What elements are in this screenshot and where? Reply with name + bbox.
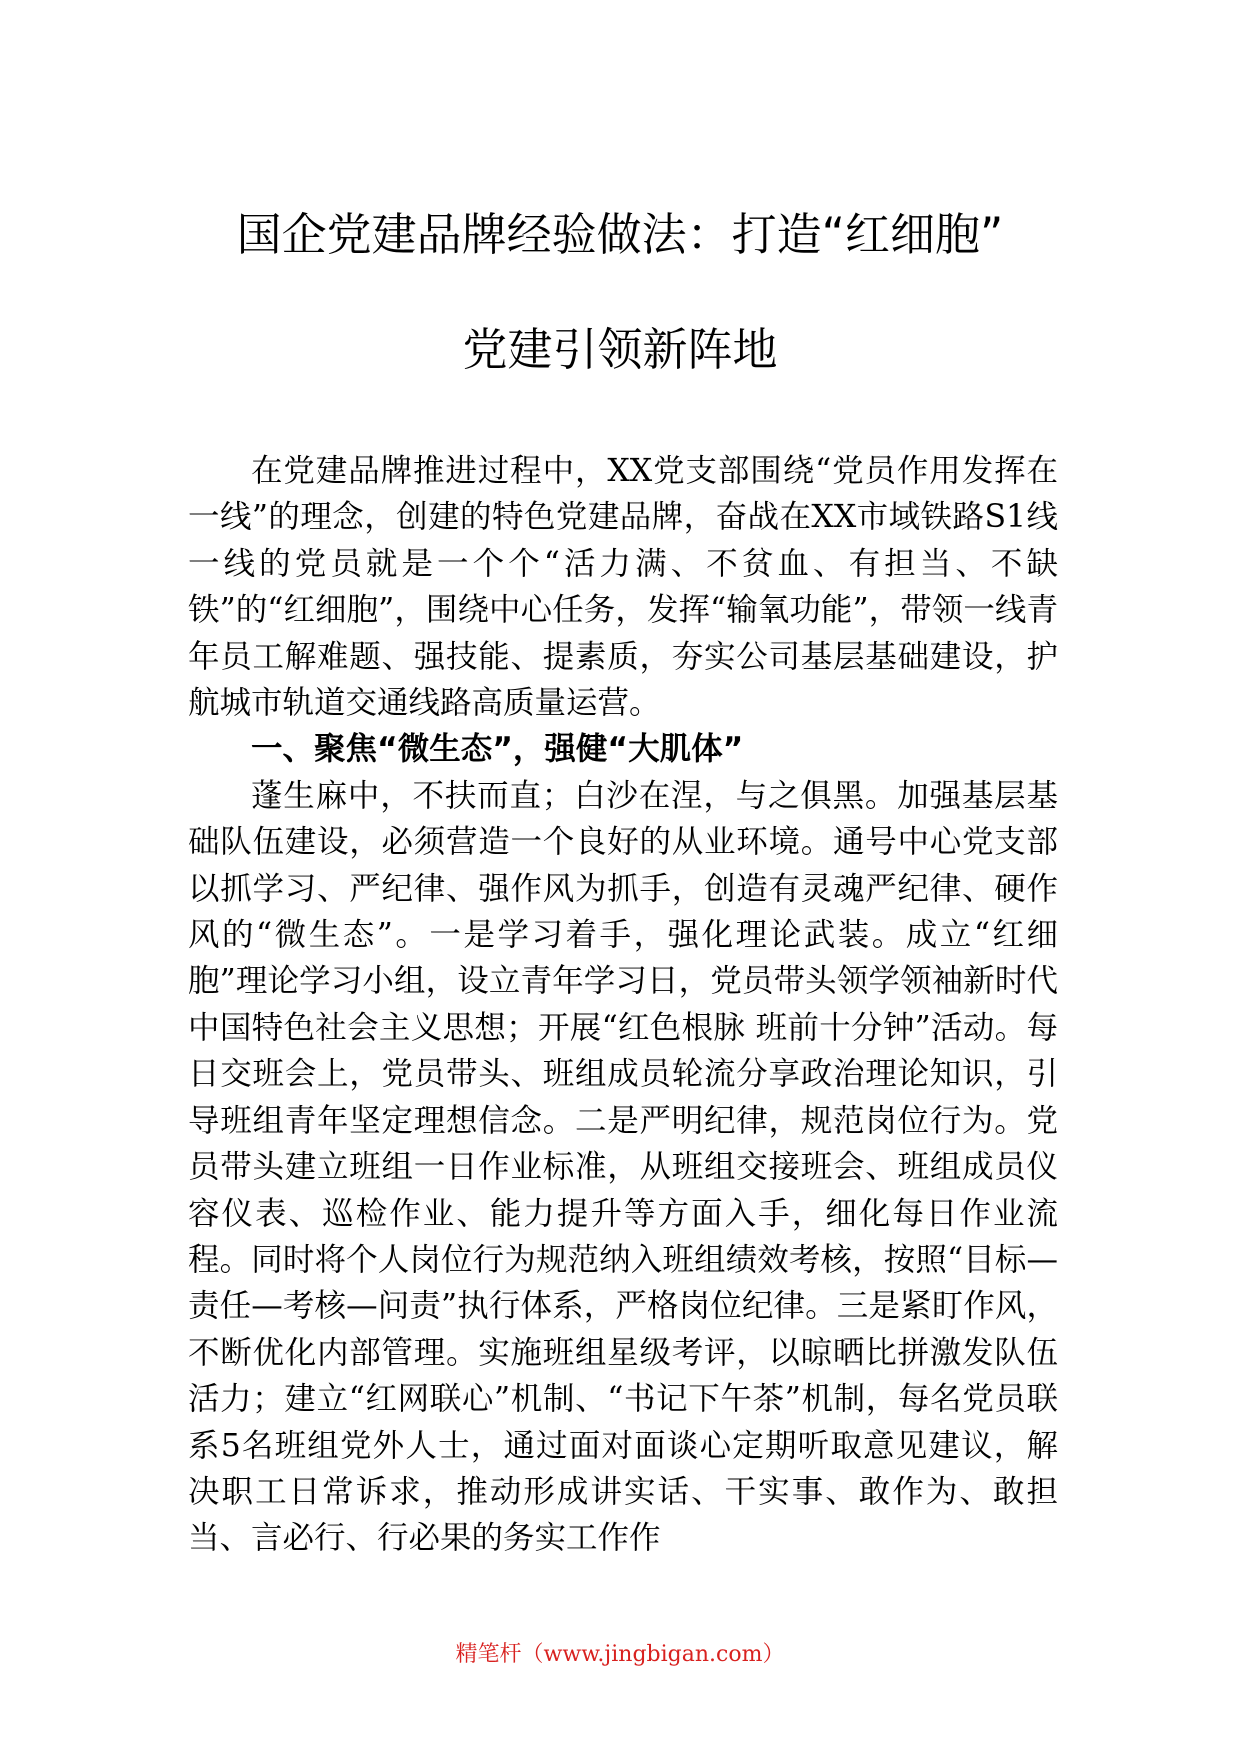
document-title-line-1: 国企党建品牌经验做法：打造“红细胞” [236,208,1004,261]
paragraph-section-1: 蓬生麻中，不扶而直；白沙在涅，与之俱黑。加强基层基础队伍建设，必须营造一个良好的从业环境。通号中心党支部以抓学习、严纪律、强作风为抓手，创造有灵魂严纪律、硬作风的“微生态”。一是学习着手，强化理论武装。成立“红细胞”理论学习小组，设立青年学习日，党员带头领学领袖新时代中国特色社会主义思想；开展“红色根脉 班前十分钟”活动。每日交班会上，党员带头、班组成员轮流分享政治理论知识，引导班组青年坚定理想信念。二是严明纪律，规范岗位行为。党员带头建立班组一日作业标准，从班组交接班会、班组成员仪容仪表、巡检作业、能力提升等方面入手，细化每日作业流程。同时将个人岗位行为规范纳入班组绩效考核，按照“目标—责任—考核—问责”执行体系，严格岗位纪律。三是紧盯作风，不断优化内部管理。实施班组星级考评，以晾晒比拼激发队伍活力；建立“红网联心”机制、“书记下午茶”机制，每名党员联系5名班组党外人士，通过面对面谈心定期听取意见建议，解决职工日常诉求，推动形成讲实话、干实事、敢作为、敢担当、言必行、行必果的务实工作作 [188,777,1058,1557]
section-heading-1: 一、聚焦“微生态”，强健“大肌体” [251,731,744,768]
document-body [188,448,1058,1562]
document-title-line-2: 党建引领新阵地 [462,323,778,376]
footer-watermark: 精笔杆（www.jingbigan.com） [455,1642,785,1667]
paragraph-intro: 在党建品牌推进过程中，XX党支部围绕“党员作用发挥在一线”的理念，创建的特色党建品牌，奋战在XX市域铁路S1线一线的党员就是一个个“活力满、不贫血、有担当、不缺铁”的“红细胞”，围绕中心任务，发挥“输氧功能”，带领一线青年员工解难题、强技能、提素质，夯实公司基层基础建设，护航城市轨道交通线路高质量运营。 [188,453,1058,722]
